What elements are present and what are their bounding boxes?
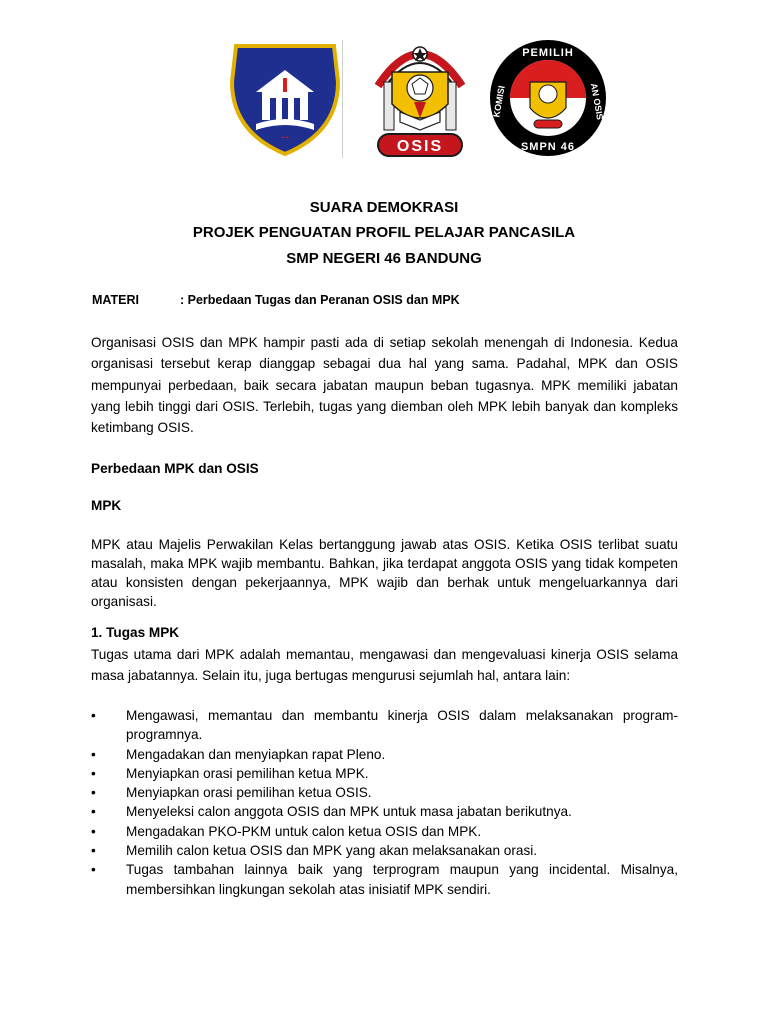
materi-line	[92, 293, 460, 307]
list-item	[91, 783, 678, 802]
svg-text:SMPN 46: SMPN 46	[520, 141, 576, 153]
svg-text:KOMISI: KOMISI	[491, 84, 507, 119]
section-heading: Perbedaan MPK dan OSIS	[91, 461, 259, 476]
komisi-pemilihan-osis-logo	[488, 36, 608, 160]
list-item-text: Menyeleksi calon anggota OSIS dan MPK untuk masa jabatan berikutnya.	[126, 804, 572, 820]
svg-text:AN OSIS: AN OSIS	[588, 82, 606, 121]
svg-text:PEMILIH: PEMILIH	[522, 47, 574, 59]
list-item-text: Tugas tambahan lainnya baik yang terprogram maupun yang incidental. Misalnya, membersihkan lingkungan sekolah atas inisiatif MPK sendiri.	[126, 862, 678, 897]
logo-divider	[342, 40, 343, 158]
document-title-line-2: PROJEK PENGUATAN PROFIL PELAJAR PANCASILA	[192, 224, 576, 241]
list-item	[91, 745, 678, 764]
bullet-icon: •	[91, 708, 96, 723]
bullet-icon: •	[91, 843, 96, 859]
logo-row	[0, 32, 768, 162]
bullet-icon: •	[91, 823, 96, 839]
tugas-list	[91, 706, 678, 899]
bullet-icon: •	[91, 862, 96, 878]
document-title-line-3: SMP NEGERI 46 BANDUNG	[286, 250, 482, 267]
bullet-icon: •	[91, 746, 96, 762]
smp-negeri-46-bandung-logo	[226, 42, 344, 158]
list-item	[91, 802, 678, 821]
list-item	[91, 860, 678, 899]
svg-text:OSIS: OSIS	[396, 138, 444, 155]
list-item-text: Memilih calon ketua OSIS dan MPK yang akan melaksanakan orasi.	[126, 843, 538, 859]
bullet-icon: •	[91, 785, 96, 801]
tugas-paragraph: Tugas utama dari MPK adalah memantau, mengawasi dan mengevaluasi kinerja OSIS selama masa jabatannya. Selain itu, juga bertugas mengurusi sejumlah hal, antara lain:	[91, 647, 678, 684]
bullet-icon: •	[91, 804, 96, 820]
mpk-paragraph: MPK atau Majelis Perwakilan Kelas bertanggung jawab atas OSIS. Ketika OSIS terlibat suatu masalah, maka MPK wajib membantu. Bahkan, jika terdapat anggota OSIS yang tidak kompeten atau konsisten dengan pekerjaannya, MPK wajib dan berhak untuk mengeluarkannya dari organisasi.	[91, 537, 678, 609]
tugas-heading: 1. Tugas MPK	[91, 625, 180, 640]
list-item-text: Menyiapkan orasi pemilihan ketua MPK.	[126, 765, 369, 781]
list-item-text: Mengadakan dan menyiapkan rapat Pleno.	[126, 746, 386, 762]
intro-paragraph: Organisasi OSIS dan MPK hampir pasti ada di setiap sekolah menengah di Indonesia. Kedua organisasi tersebut kerap dianggap sebagai dua hal yang sama. Padahal, MPK dan OSIS mempunyai perbedaan, baik secara jabatan maupun beban tugasnya. MPK memiliki jabatan yang lebih tinggi dari OSIS. Terlebih, tugas yang diemban oleh MPK lebih banyak dan kompleks ketimbang OSIS.	[91, 335, 678, 436]
list-item	[91, 706, 678, 745]
list-item-text: Menyiapkan orasi pemilihan ketua OSIS.	[126, 785, 372, 801]
list-item-text: Mengawasi, memantau dan membantu kinerja OSIS dalam melaksanakan program-programnya.	[126, 708, 678, 743]
list-item-text: Mengadakan PKO-PKM untuk calon ketua OSIS dan MPK.	[126, 823, 482, 839]
list-item	[91, 764, 678, 783]
list-item	[91, 841, 678, 860]
materi-label: MATERI	[92, 293, 139, 307]
mpk-heading: MPK	[91, 498, 122, 513]
osis-logo	[370, 32, 470, 160]
svg-text:~~: ~~	[280, 135, 290, 142]
materi-value: : Perbedaan Tugas dan Peranan OSIS dan MPK	[180, 293, 460, 307]
list-item	[91, 822, 678, 841]
document-title-line-1: SUARA DEMOKRASI	[309, 199, 459, 216]
bullet-icon: •	[91, 765, 96, 781]
